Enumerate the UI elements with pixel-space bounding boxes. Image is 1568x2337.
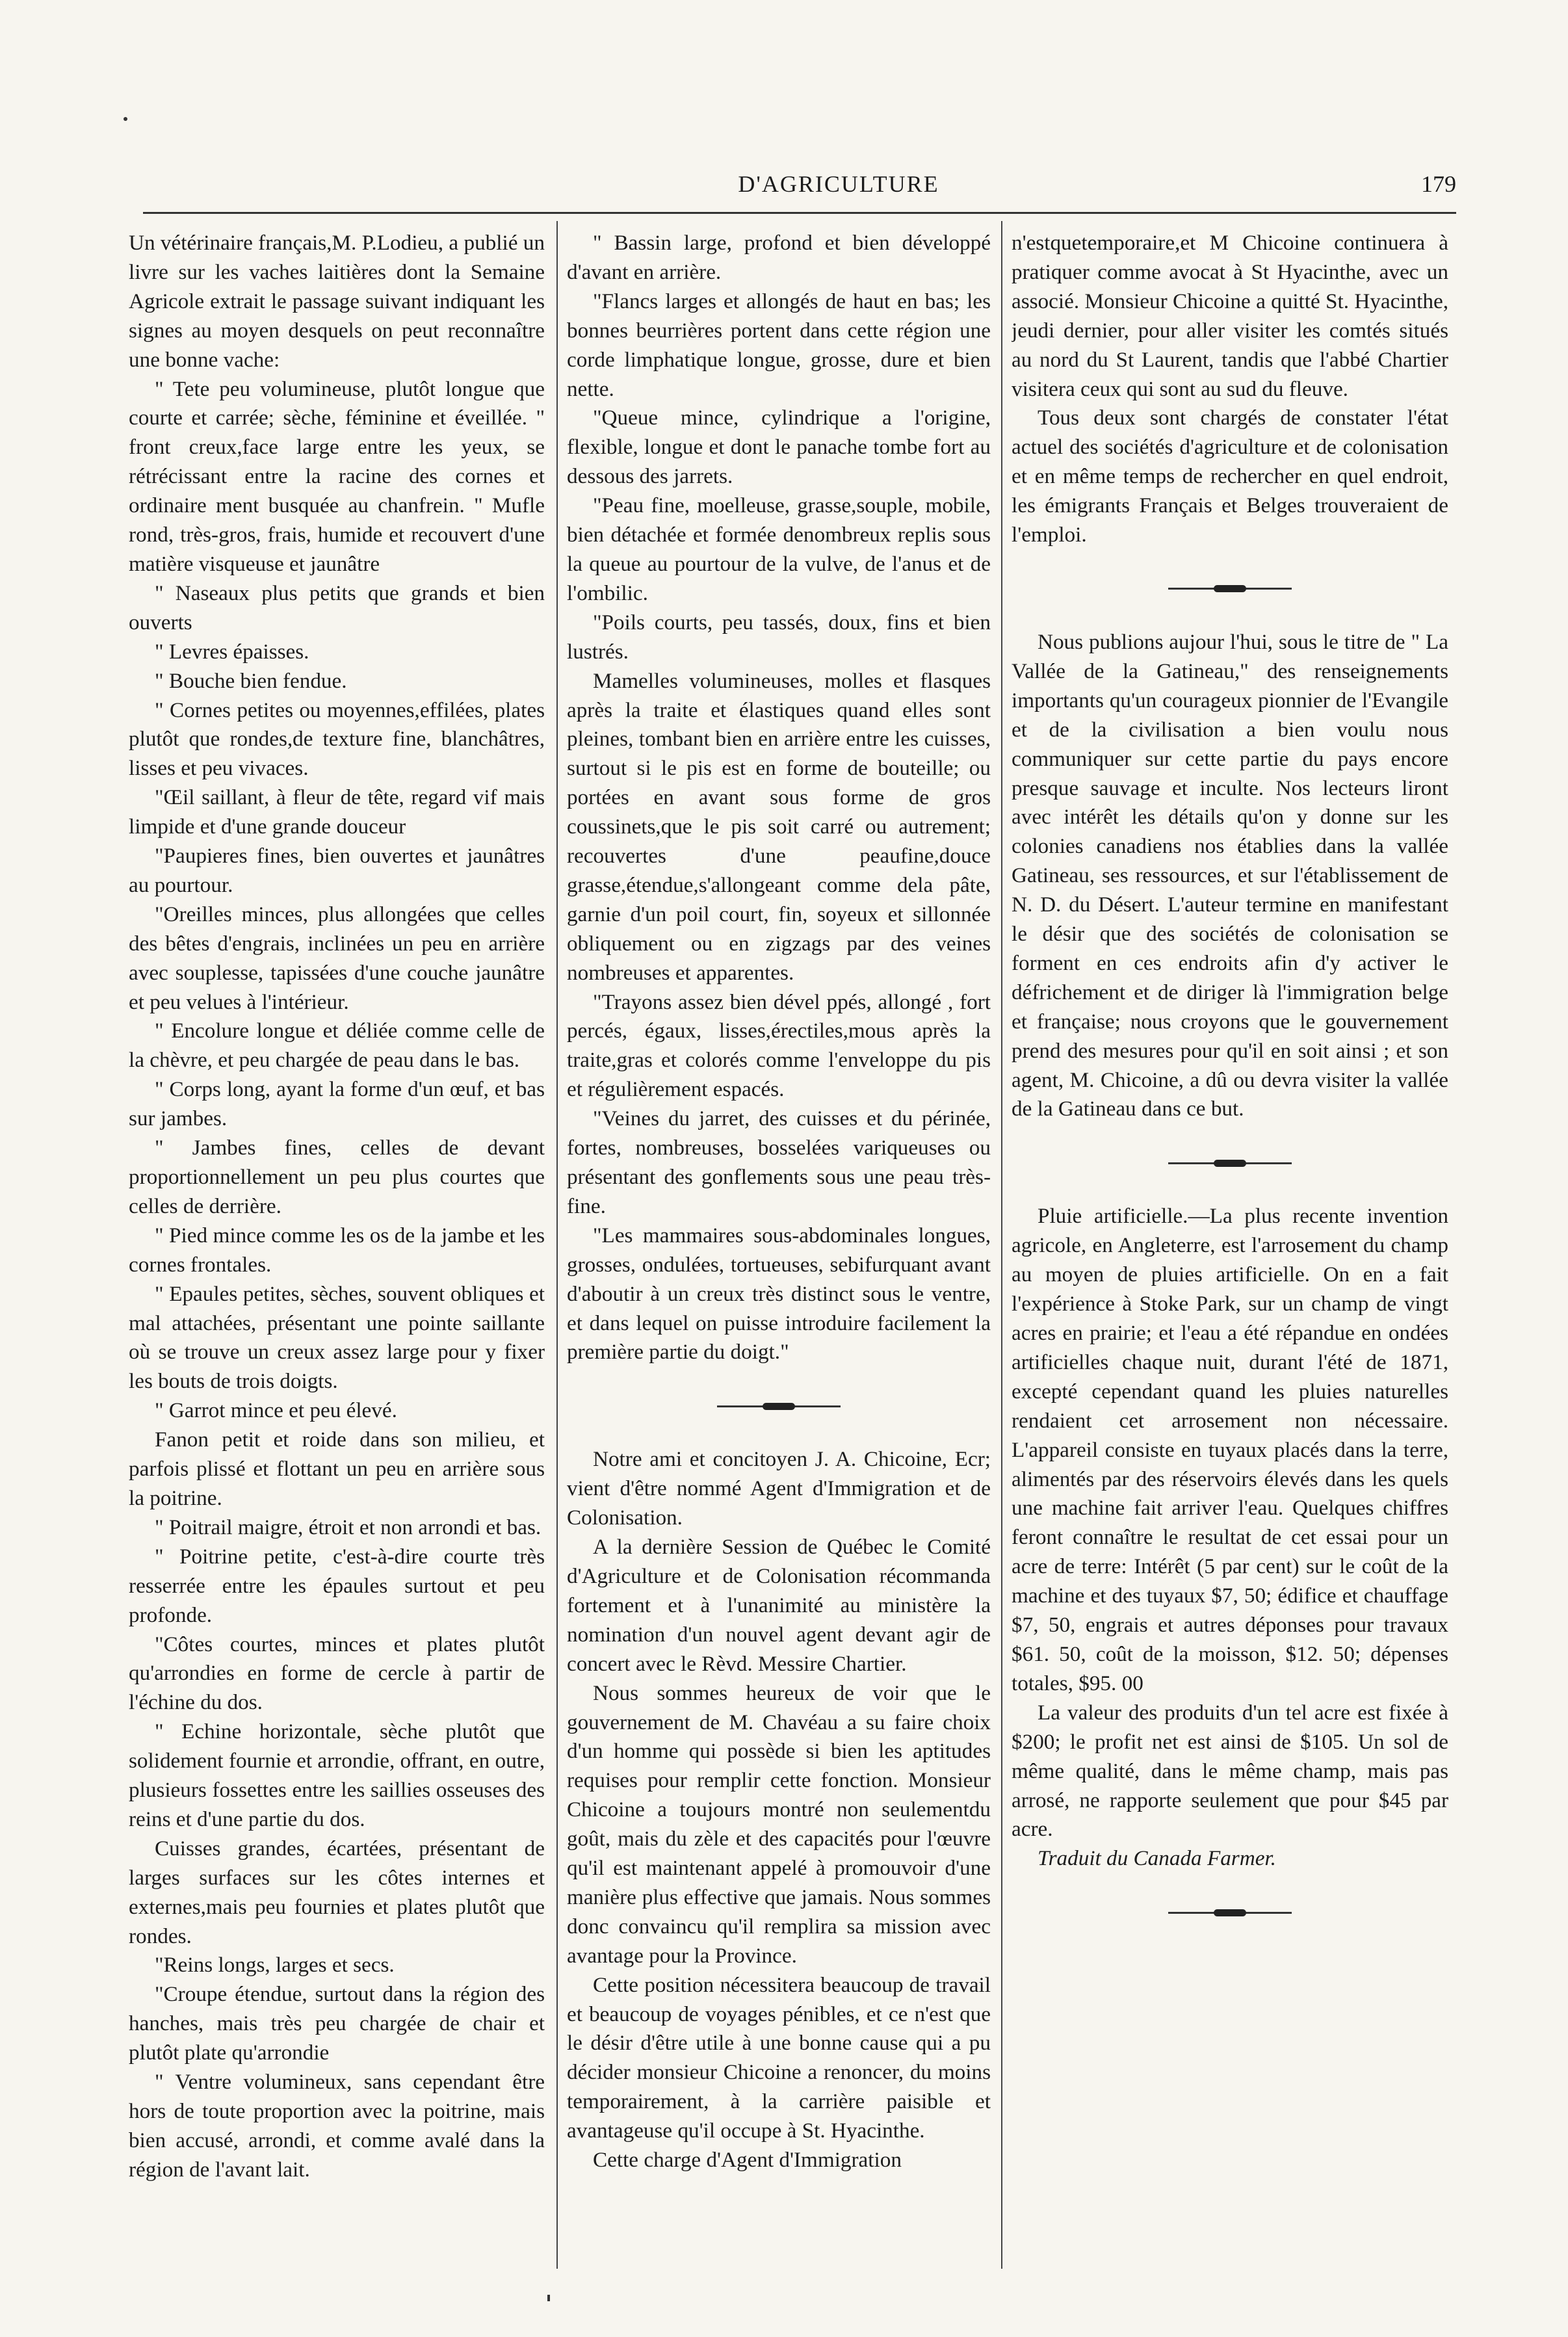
section-ornament	[1012, 1874, 1448, 1952]
paragraph: " Garrot mince et peu élevé.	[155, 1398, 397, 1423]
paragraph: Nous publions aujour l'hui, sous le titre de " La Vallée de la Gatineau," des renseignements importants qu'un courageux pionnier de l'Evangile et de la civilisation a bien voulu nous communiquer sur cette partie du pays encore presque sauvage et inculte. Nos lecteurs liront avec intérêt les détails qu'on y donne sur les colonies canadiens nos établies dans la vallée Gatineau, ses ressources, et sur l'établissement de N. D. du Désert. L'auteur termine en manifestant le désir que des sociétés de colonisation se forment en ces endroits afin d'y activer le défrichement et de diriger là l'immigration belge et française; nous croyons que le gouvernement prend des mesures pour qu'il en soit ainsi ; et son agent, M. Chicoine, a dû ou devra visiter la vallée de la Gatineau dans ce but.	[1012, 629, 1448, 1121]
paragraph: Cuisses grandes, écartées, présentant de larges surfaces sur les côtes internes et externes,mais peu fournies et plates plutôt que rondes.	[129, 1836, 545, 1948]
paragraph: "Œil saillant, à fleur de tête, regard vif mais limpide et d'une grande douceur	[129, 785, 545, 839]
column-divider	[1001, 221, 1002, 2269]
paragraph: A la dernière Session de Québec le Comité d'Agriculture et de Colonisation récommanda fortement et à l'unanimité au ministère la nomination d'un nouvel agent devant agir de concert avec le Rèvd. Messire Chartier.	[567, 1535, 991, 1676]
section-ornament	[567, 1367, 991, 1445]
page-number: 179	[1421, 171, 1456, 197]
paragraph: Un vétérinaire français,M. P.Lodieu, a publié un livre sur les vaches laitières dont la Semaine Agricole extrait le passage suivant indiquant les signes au moyen desquels on peut reconnaître une bonne vache:	[129, 231, 545, 372]
header-rule	[143, 212, 1456, 214]
paragraph: "Côtes courtes, minces et plates plutôt qu'arrondies en forme de cercle à partir de l'échine du dos.	[129, 1632, 545, 1715]
paragraph: " Tete peu volumineuse, plutôt longue que courte et carrée; sèche, féminine et éveillée. " front creux,face large entre les yeux, se rétrécissant entre la racine des cornes et ordinaire ment busquée au chanfrein. " Mufle rond, très-gros, frais, humide et recouvert d'une matière visqueuse et jaunâtre	[129, 376, 545, 576]
signature: Traduit du Canada Farmer.	[1038, 1846, 1276, 1871]
paragraph: Tous deux sont chargés de constater l'état actuel des sociétés d'agriculture et de colonisation et en même temps de rechercher en quel endroit, les émigrants Français et Belges trouveraient de l'emploi.	[1012, 406, 1448, 547]
paragraph: " Bassin large, profond et bien développé d'avant en arrière.	[567, 231, 991, 284]
paragraph: " Echine horizontale, sèche plutôt que solidement fournie et arrondie, offrant, en outre, plusieurs fossettes entre les saillies osseuses des reins et d'une partie du dos.	[129, 1719, 545, 1831]
stray-mark	[547, 2295, 550, 2301]
section-ornament	[1012, 550, 1448, 628]
paragraph: " Encolure longue et déliée comme celle de la chèvre, et peu chargée de peau dans le bas.	[129, 1019, 545, 1073]
paragraph: "Oreilles minces, plus allongées que celles des bêtes d'engrais, inclinées un peu en arrière avec souplesse, tapissées d'une couche jaunâtre et peu velues à l'intérieur.	[129, 902, 545, 1014]
stray-mark	[124, 117, 127, 121]
paragraph: "Peau fine, moelleuse, grasse,souple, mobile, bien détachée et formée denombreux replis sous la queue au pourtour de la vulve, de l'anus et de l'ombilic.	[567, 493, 991, 605]
paragraph: Mamelles volumineuses, molles et flasques après la traite et élastiques quand elles sont pleines, tombant bien en arrière entre les cuisses, surtout si le pis est en forme de bouteille; ou portées en avant sous forme de gros coussinets,que le pis soit carré ou autrement; recouvertes d'une peaufine,douce grasse,étendue,s'allongeant comme dela pâte, garnie d'un poil court, fin, soyeux et sillonnée obliquement ou en zigzags par des veines nombreuses et apparentes.	[567, 668, 991, 985]
paragraph: " Naseaux plus petits que grands et bien ouverts	[129, 581, 545, 634]
paragraph: "Flancs larges et allongés de haut en bas; les bonnes beurrières portent dans cette région une corde limphatique longue, grosse, dure et bien nette.	[567, 289, 991, 401]
column-1	[129, 229, 545, 2270]
paragraph: " Epaules petites, sèches, souvent obliques et mal attachées, présentant une pointe saillante où se trouve un creux assez large pour y fixer les bouts de trois doigts.	[129, 1281, 545, 1394]
section-ornament	[1012, 1124, 1448, 1202]
column-divider	[556, 221, 558, 2269]
paragraph: " Ventre volumineux, sans cependant être hors de toute proportion avec la poitrine, mais bien accusé, arrondi, et comme avalé dans la région de l'avant lait.	[129, 2070, 545, 2182]
paragraph: " Pied mince comme les os de la jambe et les cornes frontales.	[129, 1223, 545, 1277]
paragraph: Nous sommes heureux de voir que le gouvernement de M. Chavéau a su faire choix d'un homme qui possède si bien les aptitudes requises pour remplir cette fonction. Monsieur Chicoine a toujours montré non seulementdu goût, mais du zèle et des capacités pour l'œuvre qu'il est maintenant appelé à promouvoir d'une manière plus effective que jamais. Nous sommes donc convaincu qu'il remplira sa mission avec avantage pour la Province.	[567, 1680, 991, 1968]
paragraph: "Croupe étendue, surtout dans la région des hanches, mais très peu chargée de chair et plutôt plate qu'arrondie	[129, 1982, 545, 2065]
paragraph: " Poitrine petite, c'est-à-dire courte très resserrée entre les épaules surtout et peu profonde.	[129, 1544, 545, 1627]
paragraph: Notre ami et concitoyen J. A. Chicoine, Ecr; vient d'être nommé Agent d'Immigration et de Colonisation.	[567, 1447, 991, 1530]
column-2	[567, 229, 991, 2270]
page-header	[143, 170, 1456, 209]
paragraph: " Levres épaisses.	[155, 639, 309, 664]
paragraph: "Les mammaires sous-abdominales longues, grosses, ondulées, tortueuses, sebifurquant avant d'aboutir à un creux très distinct sous le ventre, et dans lequel on puisse introduire facilement la première partie du doigt."	[567, 1223, 991, 1364]
running-title: D'AGRICULTURE	[738, 171, 939, 197]
paragraph: " Corps long, ayant la forme d'un œuf, et bas sur jambes.	[129, 1077, 545, 1131]
paragraph: "Paupieres fines, bien ouvertes et jaunâtres au pourtour.	[129, 844, 545, 897]
paragraph: Pluie artificielle.—La plus recente invention agricole, en Angleterre, est l'arrosement du champ au moyen de pluies artificielle. On en a fait l'expérience à Stoke Park, sur un champ de vingt acres en prairie; et l'eau a été répandue en ondées artificielles chaque nuit, durant l'été de 1871, excepté cependant quand les pluies naturelles rendaient cet arrosement non nécessaire. L'appareil consiste en tuyaux placés dans la terre, alimentés par des réservoirs élevés dans les quels une machine fait arriver l'eau. Quelques chiffres feront connaître le resultat de cet essai pour un acre de terre: Intérêt (5 par cent) sur le coût de la machine et des tuyaux $7, 50; édifice et chauffage $7, 50, engrais et autres déponses pour travaux $61. 50, coût de la moisson, $12. 50; dépenses totales, $95. 00	[1012, 1204, 1448, 1695]
paragraph: Cette position nécessitera beaucoup de travail et beaucoup de voyages pénibles, et ce n'est que le désir d'être utile à une bonne cause qui a pu décider monsieur Chicoine a renoncer, du moins temporairement, à la carrière paisible et avantageuse qu'il occupe à St. Hyacinthe.	[567, 1972, 991, 2143]
paragraph: n'estquetemporaire,et M Chicoine continuera à pratiquer comme avocat à St Hyacinthe, avec un associé. Monsieur Chicoine a quitté St. Hyacinthe, jeudi dernier, pour aller visiter les comtés situés au nord du St Laurent, tandis que l'abbé Chartier visitera ceux qui sont au sud du fleuve.	[1012, 231, 1448, 401]
paragraph: Fanon petit et roide dans son milieu, et parfois plissé et flottant un peu en arrière sous la poitrine.	[129, 1428, 545, 1510]
paragraph: " Jambes fines, celles de devant proportionnellement un peu plus courtes que celles de derrière.	[129, 1136, 545, 1218]
paragraph: "Poils courts, peu tassés, doux, fins et bien lustrés.	[567, 610, 991, 664]
paragraph: "Reins longs, larges et secs.	[155, 1953, 395, 1978]
paragraph: La valeur des produits d'un tel acre est fixée à $200; le profit net est ainsi de $105. Un sol de même qualité, dans le même champ, mais pas arrosé, ne rapporte seulement que pour $45 par acre.	[1012, 1700, 1448, 1842]
paragraph: " Poitrail maigre, étroit et non arrondi et bas.	[155, 1515, 542, 1539]
paragraph: " Bouche bien fendue.	[155, 668, 347, 693]
paragraph: " Cornes petites ou moyennes,effilées, plates plutôt que rondes,de texture fine, blanchâtres, lisses et peu vivaces.	[129, 698, 545, 781]
column-3	[1012, 229, 1448, 2270]
paragraph: "Veines du jarret, des cuisses et du périnée, fortes, nombreuses, bosselées variqueuses ou présentant des gonflements sous une peau très-fine.	[567, 1106, 991, 1218]
paragraph: "Trayons assez bien dével ppés, allongé , fort percés, égaux, lisses,érectiles,mous après la traite,gras et colorés comme l'enveloppe du pis et régulièrement espacés.	[567, 989, 991, 1102]
paragraph: "Queue mince, cylindrique a l'origine, flexible, longue et dont le panache tombe fort au dessous des jarrets.	[567, 406, 991, 489]
paragraph: Cette charge d'Agent d'Immigration	[593, 2148, 902, 2173]
